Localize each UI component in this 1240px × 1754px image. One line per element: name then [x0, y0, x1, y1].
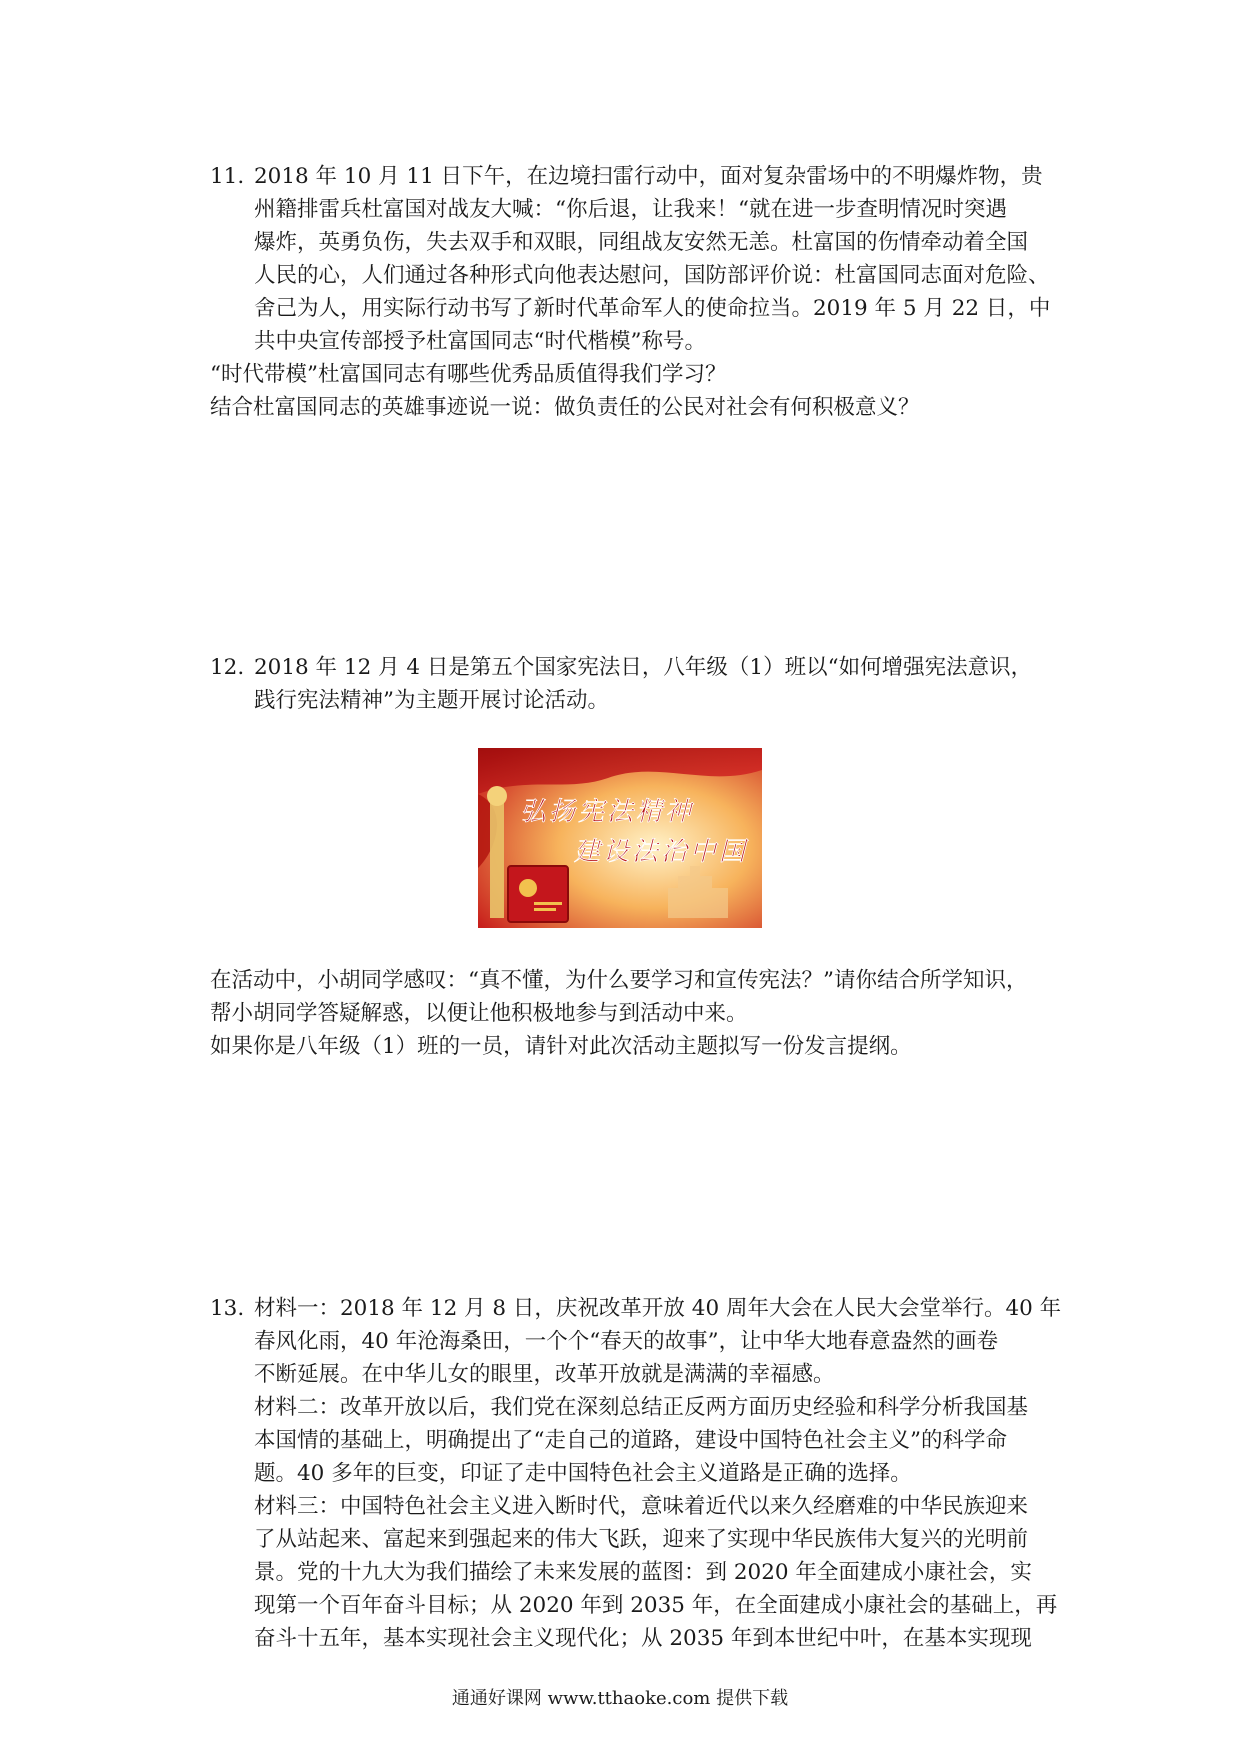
question-12 — [210, 651, 1040, 717]
question-11 — [210, 160, 1051, 358]
question-text — [254, 1292, 1062, 1655]
text-line: 不断延展。在中华儿女的眼里，改革开放就是满满的幸福感。 — [254, 1362, 835, 1387]
sub-question: 帮小胡同学答疑解惑，以便让他积极地参与到活动中来。 — [210, 1001, 748, 1026]
text-line: 材料一：2018 年 12 月 8 日，庆祝改革开放 40 周年大会在人民大会堂举行。40 年 — [254, 1296, 1062, 1321]
text-line: 舍己为人，用实际行动书写了新时代革命军人的使命拉当。2019 年 5 月 22 日，中 — [254, 296, 1051, 321]
question-number: 13. — [210, 1296, 245, 1321]
question-text — [254, 651, 1040, 717]
text-line: 材料三：中国特色社会主义进入断时代，意味着近代以来久经磨难的中华民族迎来 — [254, 1494, 1029, 1519]
text-line: 春风化雨，40 年沧海桑田，一个个“春天的故事”，让中华大地春意盎然的画卷 — [254, 1329, 999, 1354]
text-line: 践行宪法精神”为主题开展讨论活动。 — [254, 688, 609, 713]
poster-slogan-2: 建设法治中国 — [574, 837, 749, 867]
text-line: 材料二：改革开放以后，我们党在深刻总结正反两方面历史经验和科学分析我国基 — [254, 1395, 1029, 1420]
text-line: 爆炸，英勇负伤，失去双手和双眼，同组战友安然无恙。杜富国的伤情牵动着全国 — [254, 230, 1029, 255]
text-line: 共中央宣传部授予杜富国同志“时代楷模”称号。 — [254, 329, 706, 354]
text-line: 2018 年 10 月 11 日下午，在边境扫雷行动中，面对复杂雷场中的不明爆炸物，贵 — [254, 164, 1043, 189]
sub-question: 在活动中，小胡同学感叹：“真不懂，为什么要学习和宣传宪法？”请你结合所学知识， — [210, 968, 1028, 993]
text-line: 本国情的基础上，明确提出了“走自己的道路，建设中国特色社会主义”的科学命 — [254, 1428, 1007, 1453]
page-footer: 通通好课网 www.tthaoke.com 提供下载 — [451, 1688, 789, 1709]
question-text — [254, 160, 1051, 358]
question-number: 11. — [210, 164, 245, 189]
text-line: 景。党的十九大为我们描绘了未来发展的蓝图：到 2020 年全面建成小康社会，实 — [254, 1560, 1032, 1585]
constitution-poster-image — [478, 748, 762, 928]
text-line: 题。40 多年的巨变，印证了走中国特色社会主义道路是正确的选择。 — [254, 1461, 912, 1486]
text-line: 2018 年 12 月 4 日是第五个国家宪法日，八年级（1）班以“如何增强宪法意识， — [254, 655, 1033, 680]
poster-slogan-1: 弘扬宪法精神 — [520, 797, 695, 827]
text-line: 州籍排雷兵杜富国对战友大喊：“你后退，让我来！“就在进一步查明情况时突遇 — [254, 197, 1007, 222]
text-line: 人民的心，人们通过各种形式向他表达慰问，国防部评价说：杜富国同志面对危险、 — [254, 263, 1050, 288]
sub-question: 如果你是八年级（1）班的一员，请针对此次活动主题拟写一份发言提纲。 — [210, 1034, 912, 1059]
text-line: 现第一个百年奋斗目标；从 2020 年到 2035 年，在全面建成小康社会的基础上，再 — [254, 1593, 1058, 1618]
question-13 — [210, 1292, 1062, 1655]
text-line: 奋斗十五年，基本实现社会主义现代化；从 2035 年到本世纪中叶，在基本实现现 — [254, 1626, 1032, 1651]
sub-question: “时代带模”杜富国同志有哪些优秀品质值得我们学习？ — [210, 362, 727, 387]
question-number: 12. — [210, 655, 245, 680]
text-line: 了从站起来、富起来到强起来的伟大飞跃，迎来了实现中华民族伟大复兴的光明前 — [254, 1527, 1029, 1552]
sub-question: 结合杜富国同志的英雄事迹说一说：做负责任的公民对社会有何积极意义？ — [210, 395, 920, 420]
